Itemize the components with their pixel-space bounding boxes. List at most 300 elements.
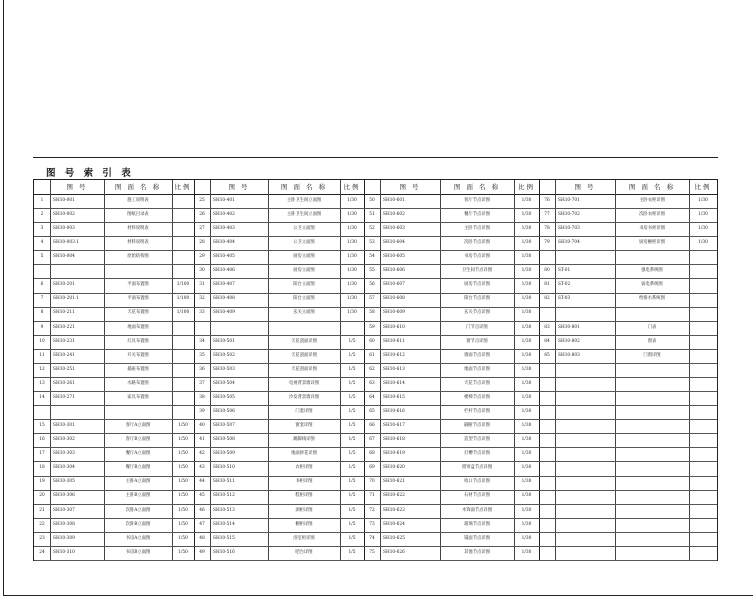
row-index: 46 — [199, 507, 205, 513]
row-index: 78 — [544, 226, 550, 232]
drawing-scale: 1/30 — [347, 240, 357, 246]
drawing-name: 其他节点详图 — [464, 549, 490, 555]
drawing-code: SH10-261 — [53, 380, 75, 386]
table-row — [34, 349, 194, 364]
row-index: 40 — [199, 423, 205, 429]
table-row — [34, 461, 194, 476]
table-row — [34, 447, 194, 462]
table-row — [34, 476, 194, 491]
drawing-name: 次卧衣柜详图 — [639, 211, 665, 217]
table-row — [34, 293, 194, 308]
row-index: 47 — [199, 521, 205, 527]
drawing-code — [555, 476, 618, 490]
drawing-code: SH10-617 — [383, 423, 405, 429]
index-column-group — [539, 180, 717, 560]
drawing-name: 玄关立面图 — [293, 310, 315, 316]
drawing-name: 卫生间节点详图 — [461, 268, 493, 274]
table-row — [364, 250, 539, 265]
drawing-code: SH10-619 — [383, 451, 405, 457]
table-row — [539, 476, 717, 491]
row-index — [34, 405, 50, 419]
drawing-name: 给排水系统图 — [639, 296, 665, 302]
table-row — [364, 391, 539, 406]
drawing-name: 地面拼花详图 — [291, 451, 317, 457]
table-row — [539, 278, 717, 293]
row-index: 65 — [369, 409, 375, 415]
drawing-code: SH10-704 — [558, 240, 580, 246]
index-column-group — [364, 180, 539, 560]
drawing-scale: 1/30 — [521, 479, 532, 485]
drawing-name: 衣柜详图 — [295, 465, 313, 471]
drawing-scale: 1/30 — [521, 226, 532, 232]
drawing-index-table — [33, 179, 718, 561]
table-row — [539, 518, 717, 533]
drawing-name: 书房节点详图 — [464, 254, 490, 260]
row-index: 51 — [369, 211, 375, 217]
table-row — [194, 476, 364, 491]
drawing-code — [555, 391, 618, 405]
drawing-scale: 1/100 — [176, 296, 190, 302]
drawing-scale: 1/50 — [178, 423, 188, 429]
table-row — [539, 222, 717, 237]
row-index: 11 — [39, 352, 45, 358]
sheet-title: 图 号 索 引 表 — [46, 168, 134, 179]
drawing-name — [615, 532, 689, 546]
drawing-scale — [689, 419, 717, 433]
row-index: 10 — [39, 338, 45, 344]
row-index: 75 — [369, 549, 375, 555]
drawing-name — [615, 377, 689, 391]
table-row — [194, 532, 364, 547]
drawing-code: SH10-302 — [53, 437, 75, 443]
table-row — [539, 504, 717, 519]
drawing-name: 主卧卫生间立面图 — [286, 197, 322, 203]
drawing-name: 公卫立面图 — [293, 226, 315, 232]
row-index: 81 — [544, 282, 550, 288]
drawing-code: SH10-512 — [213, 493, 235, 499]
row-index: 36 — [199, 366, 205, 372]
drawing-scale: 1/30 — [521, 521, 532, 527]
drawing-name: 餐厅节点详图 — [464, 211, 490, 217]
drawing-code: SH10-615 — [383, 394, 405, 400]
drawing-code: SH10-611 — [383, 338, 405, 344]
drawing-name: 楼梯节点详图 — [464, 394, 490, 400]
table-row — [364, 419, 539, 434]
row-index: 6 — [40, 282, 44, 288]
drawing-name — [615, 447, 689, 461]
drawing-code: SH10-402 — [213, 211, 235, 217]
drawing-scale: 1/30 — [347, 211, 357, 217]
drawing-scale: 1/30 — [521, 254, 532, 260]
drawing-scale — [689, 405, 717, 419]
drawing-code: SH10-504 — [213, 380, 235, 386]
drawing-code: SH10-514 — [213, 521, 235, 527]
row-index: 24 — [39, 549, 45, 555]
drawing-code — [555, 504, 618, 518]
row-index: 3 — [40, 226, 44, 232]
row-index: 42 — [199, 451, 205, 457]
drawing-name: 天花布置图 — [127, 310, 149, 316]
drawing-name: 阳台节点详图 — [464, 296, 490, 302]
drawing-code — [555, 447, 618, 461]
row-index — [539, 419, 555, 433]
table-row — [539, 405, 717, 420]
header-scale: 比例 — [174, 183, 192, 191]
drawing-name: 石材节点详图 — [464, 493, 490, 499]
drawing-scale: 1/50 — [178, 535, 188, 541]
drawing-scale: 1/50 — [178, 507, 188, 513]
drawing-name: 玄关节点详图 — [464, 310, 490, 316]
drawing-scale — [172, 264, 194, 278]
table-row — [34, 208, 194, 223]
table-row — [364, 194, 539, 209]
table-row — [34, 518, 194, 533]
table-row — [364, 476, 539, 491]
drawing-scale: 1/30 — [521, 465, 532, 471]
table-row — [539, 307, 717, 322]
table-header — [194, 180, 364, 195]
row-index: 54 — [369, 254, 375, 260]
drawing-name: 餐厅B立面图 — [125, 465, 151, 471]
table-row — [34, 433, 194, 448]
row-index — [194, 321, 210, 335]
row-index: 55 — [369, 268, 375, 274]
drawing-code — [555, 419, 618, 433]
row-index: 77 — [544, 211, 550, 217]
drawing-code: SH10-625 — [383, 535, 405, 541]
drawing-code: SH10-620 — [383, 465, 405, 471]
drawing-code: SH10-241 — [53, 352, 75, 358]
drawing-code — [555, 461, 618, 475]
drawing-scale — [689, 504, 717, 518]
row-index: 38 — [199, 394, 205, 400]
table-row — [34, 250, 194, 265]
table-row — [34, 419, 194, 434]
drawing-name: 天花剖面详图 — [291, 352, 317, 358]
row-index: 29 — [199, 254, 205, 260]
drawing-scale: 1/30 — [521, 423, 532, 429]
drawing-scale: 1/5 — [348, 394, 356, 400]
drawing-code: SH10-305 — [53, 479, 75, 485]
drawing-name: 天花剖面详图 — [291, 366, 317, 372]
drawing-scale — [172, 236, 194, 250]
table-row — [364, 532, 539, 547]
drawing-name: 门窗详图 — [643, 352, 661, 358]
drawing-name — [615, 307, 689, 321]
row-index: 35 — [199, 352, 205, 358]
row-index: 73 — [369, 521, 375, 527]
row-index — [539, 532, 555, 546]
row-index: 22 — [39, 521, 45, 527]
drawing-scale — [340, 321, 364, 335]
row-index — [539, 518, 555, 532]
header-drawing-no: 图 号 — [399, 183, 421, 191]
drawing-scale: 1/30 — [347, 226, 357, 232]
drawing-name: 公卫立面图 — [293, 240, 315, 246]
row-index: 61 — [369, 352, 375, 358]
header-index — [194, 180, 210, 194]
drawing-code: SH10-002 — [53, 211, 75, 217]
drawing-scale: 1/5 — [348, 451, 356, 457]
table-row — [539, 349, 717, 364]
drawing-name — [615, 476, 689, 490]
row-index: 26 — [199, 211, 205, 217]
table-row — [364, 349, 539, 364]
drawing-scale — [172, 391, 194, 405]
row-index: 71 — [369, 493, 375, 499]
index-column-group — [34, 180, 194, 560]
table-row — [539, 363, 717, 378]
drawing-scale: 1/30 — [521, 409, 532, 415]
drawing-code: SH10-403 — [213, 226, 235, 232]
drawing-code — [555, 546, 618, 560]
drawing-scale — [689, 363, 717, 377]
table-row — [194, 391, 364, 406]
table-row — [539, 377, 717, 392]
drawing-scale — [689, 532, 717, 546]
row-index: 84 — [544, 338, 550, 344]
table-row — [539, 419, 717, 434]
drawing-code: ST-03 — [558, 296, 571, 302]
table-row — [364, 405, 539, 420]
row-index: 34 — [199, 338, 205, 344]
drawing-code: SH10-701 — [558, 197, 580, 203]
drawing-code: SH10-621 — [383, 479, 405, 485]
table-row — [539, 321, 717, 336]
table-row — [194, 194, 364, 209]
drawing-scale: 1/5 — [348, 479, 356, 485]
drawing-code: SH10-612 — [383, 352, 405, 358]
drawing-name: 吧台详图 — [295, 549, 313, 555]
drawing-name: 隔断节点详图 — [464, 423, 490, 429]
drawing-name: 厨房节点详图 — [464, 282, 490, 288]
drawing-code: SH10-301 — [53, 423, 75, 429]
table-row — [194, 518, 364, 533]
row-index: 60 — [369, 338, 375, 344]
drawing-scale — [689, 447, 717, 461]
drawing-name: 材料说明表 — [127, 226, 149, 232]
drawing-scale: 1/30 — [347, 268, 357, 274]
drawing-name: 开关布置图 — [127, 352, 149, 358]
drawing-scale — [689, 377, 717, 391]
drawing-name — [615, 433, 689, 447]
drawing-code: SH10-003 — [53, 226, 75, 232]
drawing-scale: 1/50 — [178, 549, 188, 555]
table-header — [364, 180, 539, 195]
drawing-name: 收口节点详图 — [464, 479, 490, 485]
drawing-name: 门节点详图 — [466, 324, 488, 330]
drawing-name: 橱柜详图 — [295, 521, 313, 527]
row-index: 5 — [40, 254, 44, 260]
drawing-code: SH10-502 — [213, 352, 235, 358]
header-scale: 比例 — [518, 183, 535, 191]
drawing-code: SH10-803 — [558, 352, 580, 358]
table-row — [194, 405, 364, 420]
row-index: 49 — [199, 549, 205, 555]
drawing-code: SH10-231 — [53, 338, 75, 344]
drawing-name: 窗表 — [647, 338, 657, 344]
table-row — [194, 461, 364, 476]
drawing-name: 次卧节点详图 — [464, 240, 490, 246]
table-row — [34, 504, 194, 519]
row-index — [539, 391, 555, 405]
drawing-name: 灯具布置图 — [127, 338, 149, 344]
row-index: 12 — [39, 366, 45, 372]
drawing-scale — [689, 433, 717, 447]
table-row — [539, 433, 717, 448]
table-header — [539, 180, 717, 195]
drawing-code: SH10-601 — [383, 197, 405, 203]
drawing-scale: 1/30 — [521, 352, 532, 358]
drawing-code — [555, 250, 618, 264]
row-index: 17 — [39, 451, 45, 457]
drawing-code: SH10-604 — [383, 240, 405, 246]
table-row — [539, 236, 717, 251]
drawing-code: SH10-610 — [383, 324, 405, 330]
row-index — [539, 363, 555, 377]
row-index: 59 — [369, 324, 375, 330]
drawing-name: 浴室柜详图 — [293, 535, 315, 541]
row-index: 13 — [39, 380, 45, 386]
drawing-name: 玻璃节点详图 — [464, 521, 490, 527]
drawing-scale: 1/30 — [521, 451, 532, 457]
drawing-name: 家具布置图 — [127, 394, 149, 400]
row-index: 66 — [369, 423, 375, 429]
drawing-code: SH10-505 — [213, 394, 235, 400]
drawing-scale — [689, 490, 717, 504]
drawing-code: SH10-201 — [53, 282, 75, 288]
drawing-name: 书房书柜详图 — [639, 226, 665, 232]
drawing-scale: 1/30 — [347, 197, 357, 203]
row-index: 32 — [199, 296, 205, 302]
drawing-name: 灯槽节点详图 — [464, 451, 490, 457]
drawing-name: 材料说明表 — [127, 240, 149, 246]
drawing-name: 书房A立面图 — [125, 535, 151, 541]
drawing-name — [615, 461, 689, 475]
header-index — [364, 180, 380, 194]
drawing-code: SH10-509 — [213, 451, 235, 457]
table-row — [194, 250, 364, 265]
drawing-code: SH10-703 — [558, 226, 580, 232]
drawing-scale: 1/30 — [347, 282, 357, 288]
drawing-code: SH10-602 — [383, 211, 405, 217]
drawing-code: SH10-221 — [53, 324, 75, 330]
table-row — [539, 461, 717, 476]
table-row — [364, 293, 539, 308]
drawing-scale: 1/30 — [521, 394, 532, 400]
drawing-name: 鞋柜详图 — [295, 493, 313, 499]
row-index: 2 — [40, 211, 44, 217]
drawing-code: SH10-508 — [213, 437, 235, 443]
drawing-scale: 1/30 — [521, 240, 532, 246]
drawing-scale: 1/5 — [348, 549, 356, 555]
table-row — [364, 208, 539, 223]
header-scale: 比例 — [694, 183, 712, 191]
drawing-name — [615, 250, 689, 264]
row-index: 83 — [544, 324, 550, 330]
table-row — [364, 363, 539, 378]
row-index: 63 — [369, 380, 375, 386]
drawing-code: SH10-310 — [53, 549, 75, 555]
drawing-code: SH10-624 — [383, 521, 405, 527]
table-row — [364, 236, 539, 251]
row-index: 70 — [369, 479, 375, 485]
drawing-name: 书柜详图 — [295, 479, 313, 485]
table-row — [34, 546, 194, 561]
drawing-scale: 1/50 — [178, 479, 188, 485]
drawing-name: 客厅节点详图 — [464, 197, 490, 203]
drawing-scale: 1/50 — [178, 521, 188, 527]
table-row — [364, 504, 539, 519]
header-drawing-no: 图 号 — [228, 183, 250, 191]
drawing-scale — [172, 335, 194, 349]
table-row — [34, 307, 194, 322]
drawing-name: 栏杆节点详图 — [464, 409, 490, 415]
drawing-code: SH10-510 — [213, 465, 235, 471]
drawing-code: SH10-271 — [53, 394, 75, 400]
drawing-scale — [172, 194, 194, 208]
drawing-scale: 1/30 — [698, 211, 708, 217]
drawing-code: SH10-303 — [53, 451, 75, 457]
row-index: 18 — [39, 465, 45, 471]
table-row — [364, 278, 539, 293]
table-row — [539, 335, 717, 350]
drawing-scale: 1/30 — [521, 324, 532, 330]
drawing-scale: 1/5 — [348, 338, 356, 344]
drawing-scale — [172, 321, 194, 335]
drawing-name: 书房B立面图 — [125, 549, 151, 555]
row-index: 31 — [199, 282, 205, 288]
table-row — [34, 222, 194, 237]
drawing-name: 原始结构图 — [127, 254, 149, 260]
drawing-code — [555, 405, 618, 419]
drawing-code — [50, 405, 107, 419]
table-row — [194, 222, 364, 237]
drawing-name: 次卧A立面图 — [125, 507, 151, 513]
table-row — [34, 321, 194, 336]
table-row — [194, 504, 364, 519]
drawing-name: 门套详图 — [295, 409, 313, 415]
drawing-scale — [172, 349, 194, 363]
table-row — [194, 546, 364, 561]
drawing-scale: 1/30 — [698, 197, 708, 203]
drawing-name: 窗帘盒节点详图 — [461, 465, 493, 471]
drawing-scale — [689, 278, 717, 292]
drawing-code: SH10-507 — [213, 423, 235, 429]
row-index: 50 — [369, 197, 375, 203]
row-index: 23 — [39, 535, 45, 541]
drawing-scale: 1/30 — [521, 549, 532, 555]
table-row — [34, 391, 194, 406]
row-index: 58 — [369, 310, 375, 316]
row-index: 37 — [199, 380, 205, 386]
table-row — [364, 546, 539, 561]
table-row — [364, 307, 539, 322]
table-row — [194, 335, 364, 350]
table-row — [364, 461, 539, 476]
drawing-name — [615, 504, 689, 518]
row-index: 76 — [544, 197, 550, 203]
table-row — [364, 490, 539, 505]
drawing-code: SH10-201.1 — [53, 296, 79, 302]
row-index — [539, 405, 555, 419]
drawing-name: 踢脚线详图 — [293, 437, 315, 443]
drawing-name: 厨房立面图 — [293, 254, 315, 260]
drawing-scale — [689, 461, 717, 475]
drawing-name: 次卧B立面图 — [125, 521, 151, 527]
row-index — [539, 377, 555, 391]
drawing-scale: 1/30 — [347, 254, 357, 260]
